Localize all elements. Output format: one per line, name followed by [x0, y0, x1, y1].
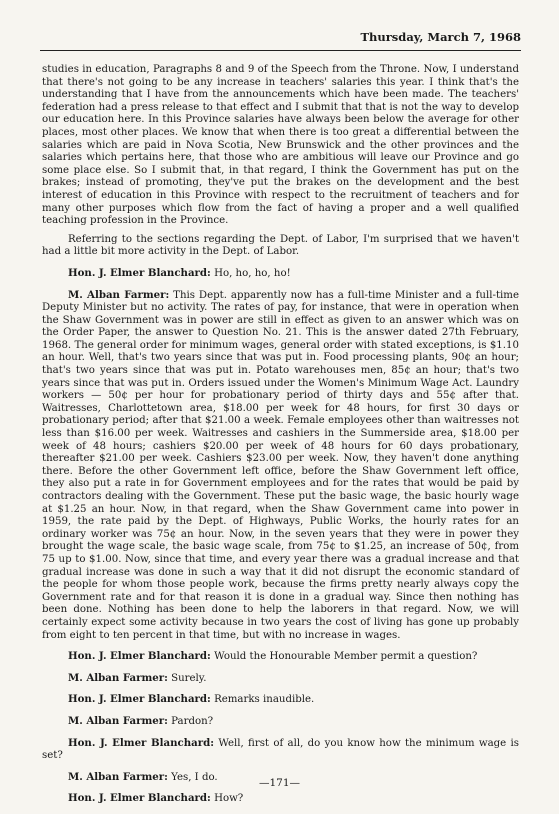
speaker-name: M. Alban Farmer:	[68, 714, 168, 727]
speech-entry	[42, 672, 519, 686]
paragraph-text: studies in education, Paragraphs 8 and 9 of the Speech from the Throne. Now, I understand that there's not going to be any increase in teachers' salaries this year. I think that's the understanding that I have from the announcements which have been made. The teachers' federation had a press release to that effect and I submit that that is not the way to develop our education here. In this Province salaries have always been below the average for other places, most other places. We know that when there is too great a differential between the salaries which are paid in Nova Scotia, New Brunswick and the other provinces and the salaries which pertains here, that those who are ambitious will leave our Province and go some place else. So I submit that, in that regard, I think the Government has put on the brakes; instead of promoting, they've put the brakes on the development and the best interest of education in this Province with respect to the recruitment of teachers and for many other purposes which flow from the fact of having a proper and a well qualified teaching profession in the Province.	[42, 64, 519, 227]
speaker-name: Hon. J. Elmer Blanchard:	[68, 266, 211, 279]
page-number: —171—	[258, 777, 301, 789]
speech-entry	[42, 715, 519, 729]
speaker-name: M. Alban Farmer:	[68, 671, 168, 684]
header-rule	[40, 50, 521, 51]
speech-text: How?	[214, 793, 244, 805]
speech-text: Would the Honourable Member permit a question?	[214, 651, 478, 663]
speech-entry	[42, 792, 519, 806]
speech-text: Surely.	[171, 672, 207, 684]
paragraph	[42, 64, 519, 228]
speech-text: Yes, I do.	[171, 771, 218, 783]
paragraph-text: Referring to the sections regarding the Dept. of Labor, I'm surprised that we haven't had a little bit more activity in the Dept. of Labor.	[42, 233, 519, 258]
speech-text: Ho, ho, ho, ho!	[214, 267, 291, 279]
speech-entry	[42, 267, 519, 281]
speech-text: Well, first of all, do you know how the minimum wage is set?	[42, 737, 519, 762]
speech-entry	[42, 650, 519, 664]
speaker-name: Hon. J. Elmer Blanchard:	[68, 792, 211, 805]
speech-text: Remarks inaudible.	[214, 694, 315, 706]
paragraph	[42, 234, 519, 259]
speech-entry	[42, 693, 519, 707]
header-date: Thursday, March 7, 1968	[360, 30, 521, 44]
speaker-name: M. Alban Farmer:	[68, 770, 168, 783]
page-body	[42, 64, 519, 814]
speech-entry	[42, 289, 519, 643]
speaker-name: Hon. J. Elmer Blanchard:	[68, 650, 211, 663]
speaker-name: M. Alban Farmer:	[68, 288, 170, 301]
speaker-name: Hon. J. Elmer Blanchard:	[68, 736, 214, 749]
page-header	[40, 30, 521, 60]
speech-entry	[42, 737, 519, 763]
speech-text: This Dept. apparently now has a full-time Minister and a full-time Deputy Minister but no activity. The rates of pay, for instance, that were in operation when the Shaw Government was in power are still in effect as given to an answer which was on the Order Paper, the answer to Question No. 21. This is the answer dated 27th February, 1968. The general order for minimum wages, general order with stated exceptions, is $1.10 an hour. Well, that's two years since that was put in. Food processing plants, 90¢ an hour; that's two years since that was put in. Potato warehouses men, 85¢ an hour; that's two years since that was put in. Orders issued under the Women's Minimum Wage Act. Laundry workers — 50¢ per hour for probationary period of thirty days and 55¢ after that. Waitresses, Charlottetown area, $18.00 per week for 48 hours, for first 30 days or probationary period; after that $21.00 a week. Female employees other than waitresses not less than $16.00 per week. Waitresses and cashiers in the Summerside area, $18.00 per week of 48 hours; cashiers $20.00 per week of 48 hours for 60 days probationary, thereafter $21.00 per week. Cashiers $23.00 per week. Now, they haven't done anything there. Before the other Government left office, before the Shaw Government left office, they also put a rate in for Government employees and for the rates that would be paid by contractors dealing with the Government. These put the basic wage, the basic hourly wage at $1.25 an hour. Now, in that regard, when the Shaw Government came into power in 1959, the rate paid by the Dept. of Highways, Public Works, the hourly rates for an ordinary worker was 75¢ an hour. Now, in the seven years that they were in power they brought the wage scale, the basic wage scale, from 75¢ to $1.25, an increase of 50¢, from 75 up to $1.00. Now, since that time, and every year there was a gradual increase and that gradual increase was done in such a way that it did not disrupt the economic standard of the people for whom those people work, because the firms pretty nearly always copy the Government rate and for that reason it is done in a gradual way. Since then nothing has been done. Nothing has been done to help the laborers in that regard. Now, we will certainly expect some activity because in two years the cost of living has gone up probably from eight to ten percent in that time, but with no increase in wages.	[42, 289, 519, 641]
speech-text: Pardon?	[171, 715, 214, 727]
speaker-name: Hon. J. Elmer Blanchard:	[68, 693, 211, 706]
